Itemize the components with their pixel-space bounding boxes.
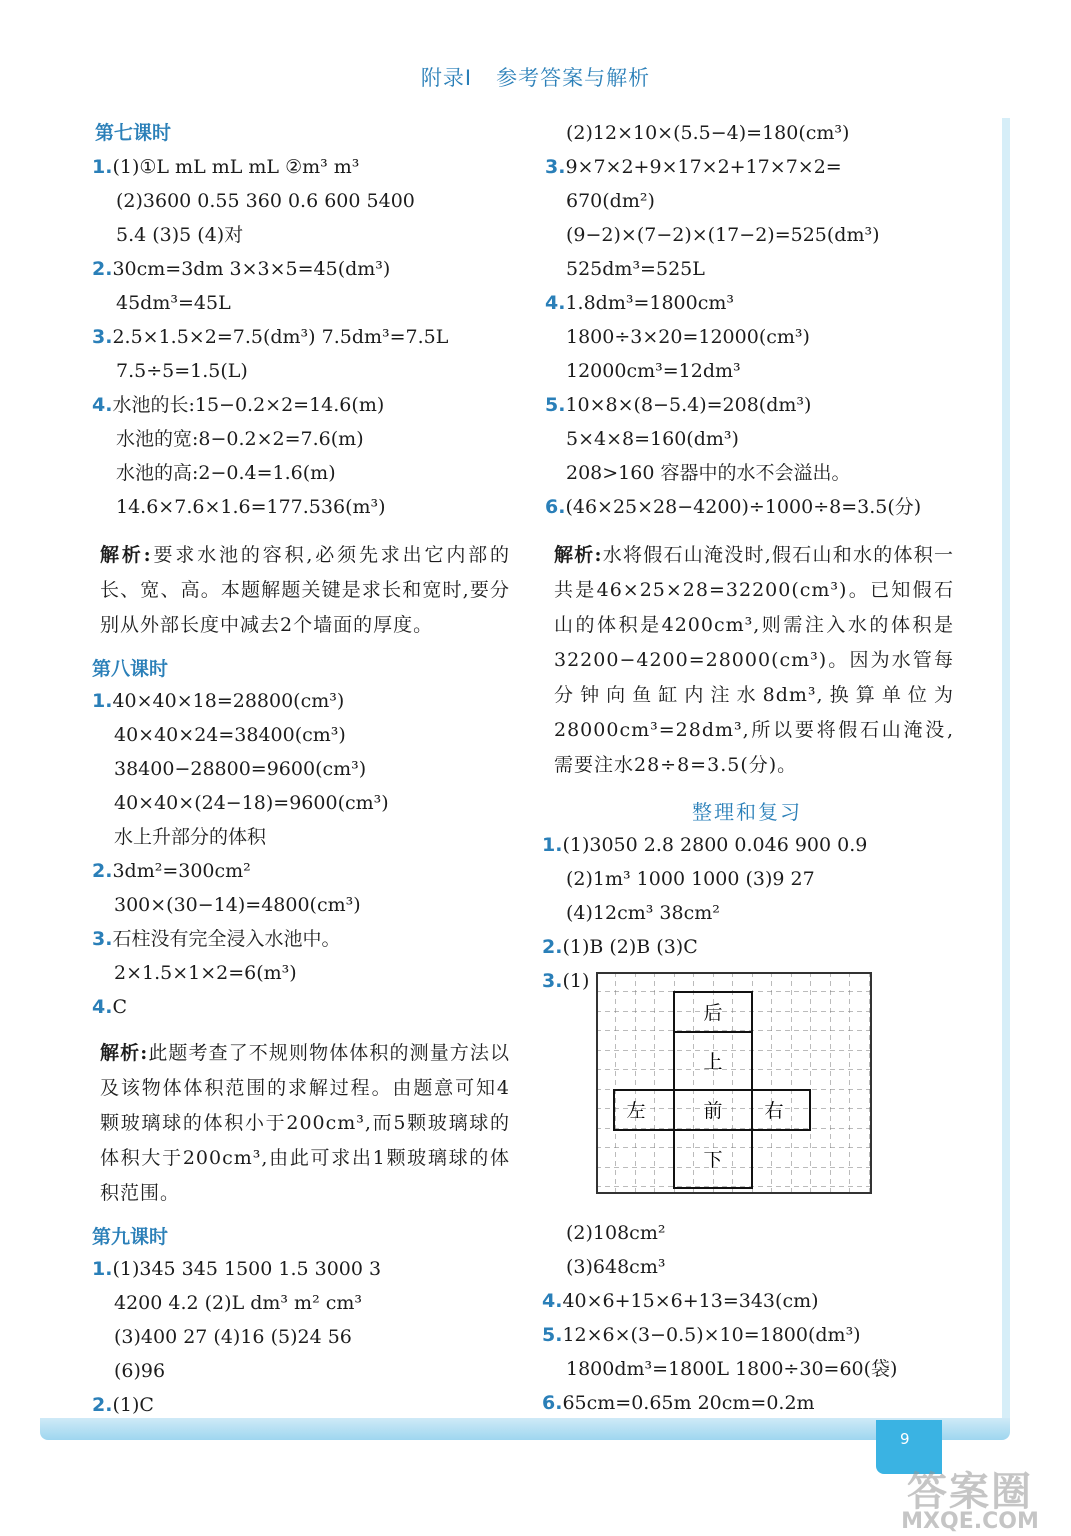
answer-line: (2)3600 0.55 360 0.6 600 5400 [116, 190, 415, 212]
answer-line: 1800dm³=1800L 1800÷30=60(袋) [566, 1358, 898, 1380]
answer-line: (3)400 27 (4)16 (5)24 56 [114, 1326, 352, 1348]
answer-line: 4.40×6+15×6+13=343(cm) [542, 1290, 819, 1312]
answer-line: 14.6×7.6×1.6=177.536(m³) [116, 496, 386, 518]
answer-line: 4.C [92, 996, 127, 1018]
answer-line: 2×1.5×1×2=6(m³) [114, 962, 297, 984]
answer-line: (6)96 [114, 1360, 166, 1382]
answer-line: 5×4×8=160(dm³) [566, 428, 739, 450]
watermark-logo: 答案圈 [907, 1469, 1033, 1515]
answer-line: 水池的高:2−0.4=1.6(m) [116, 462, 336, 484]
face-left-label: 左 [626, 1100, 646, 1122]
answer-line: 40×40×24=38400(cm³) [114, 724, 346, 746]
answer-line: 4200 4.2 (2)L dm³ m² cm³ [114, 1292, 363, 1314]
answer-line: 2.(1)C [92, 1394, 154, 1416]
answer-line: 3.9×7×2+9×17×2+17×7×2= [545, 156, 842, 178]
answer-line: 6.(46×25×28−4200)÷1000÷8=3.5(分) [545, 496, 922, 518]
answer-line: (2)108cm² [566, 1222, 666, 1244]
answer-line: 45dm³=45L [116, 292, 231, 314]
answer-line: 4.水池的长:15−0.2×2=14.6(m) [92, 394, 385, 416]
face-back-label: 后 [703, 1002, 723, 1024]
answer-line: 水上升部分的体积 [114, 826, 267, 848]
answer-line: 525dm³=525L [566, 258, 705, 280]
answer-line: 5.4 (3)5 (4)对 [116, 224, 244, 246]
answer-line: 5.12×6×(3−0.5)×10=1800(dm³) [542, 1324, 861, 1346]
grid-horizontal [596, 972, 872, 1194]
header-title: 参考答案与解析 [496, 66, 651, 90]
answer-line: 40×40×(24−18)=9600(cm³) [114, 792, 389, 814]
analysis-block: 解析:水将假石山淹没时,假石山和水的体积一共是46×25×28=32200(cm³)。已知假石山的体积是4200cm³,则需注入水的体积是32200−4200=28000(cm³)。因为水管每分钟向鱼缸内注水8dm³,换算单位为28000cm³=28dm³,所以要将假石山淹没,需要注水28÷8=3.5(分)。 [554, 544, 954, 776]
answer-line: 38400−28800=9600(cm³) [114, 758, 367, 780]
cube-net-svg [596, 972, 872, 1194]
answer-line: 2.(1)B (2)B (3)C [542, 936, 698, 958]
page-number: 9 [900, 1430, 910, 1448]
answer-line: (2)12×10×(5.5−4)=180(cm³) [566, 122, 850, 144]
face-right-label: 右 [764, 1100, 784, 1122]
answer-line: 6.65cm=0.65m 20cm=0.2m [542, 1392, 815, 1414]
analysis-block: 解析:要求水池的容积,必须先求出它内部的长、宽、高。本题解题关键是求长和宽时,要分别从外部长度中减去2个墙面的厚度。 [100, 544, 511, 636]
face-front-label: 前 [703, 1100, 723, 1122]
answer-line: (9−2)×(7−2)×(17−2)=525(dm³) [566, 224, 880, 246]
answer-line: 3.(1) [542, 970, 590, 992]
answer-line: (3)648cm³ [566, 1256, 666, 1278]
answer-line: 2.3dm²=300cm² [92, 860, 251, 882]
answer-line: 水池的宽:8−0.2×2=7.6(m) [116, 428, 364, 450]
section-lesson-9: 第九课时 [92, 1226, 169, 1248]
answer-line: 1.40×40×18=28800(cm³) [92, 690, 345, 712]
page-header [0, 62, 1071, 92]
section-review: 整理和复习 [692, 800, 802, 824]
section-lesson-7: 第七课时 [95, 122, 172, 144]
bottom-band [40, 1418, 1010, 1440]
header-appendix: 附录Ⅰ [420, 66, 473, 90]
answer-line: (4)12cm³ 38cm² [566, 902, 720, 924]
answer-line: 5.10×8×(8−5.4)=208(dm³) [545, 394, 812, 416]
face-bottom-label: 下 [703, 1149, 723, 1171]
answer-line: 3.2.5×1.5×2=7.5(dm³) 7.5dm³=7.5L [92, 326, 449, 348]
answer-line: 7.5÷5=1.5(L) [116, 360, 248, 382]
answer-line: 208>160 容器中的水不会溢出。 [566, 462, 851, 484]
watermark-url: MXQE.COM [901, 1509, 1039, 1534]
answer-line: 1800÷3×20=12000(cm³) [566, 326, 810, 348]
answer-line: 670(dm²) [566, 190, 655, 212]
answer-line: 1.(1)①L mL mL mL ②m³ m³ [92, 156, 360, 178]
analysis-block: 解析:此题考查了不规则物体体积的测量方法以及该物体体积范围的求解过程。由题意可知4颗玻璃球的体积小于200cm³,而5颗玻璃球的体积大于200cm³,由此可求出1颗玻璃球的体积范围。 [100, 1042, 510, 1204]
answer-line: 4.1.8dm³=1800cm³ [545, 292, 735, 314]
answer-line: 1.(1)3050 2.8 2800 0.046 900 0.9 [542, 834, 868, 856]
side-stripe [1002, 118, 1010, 1418]
section-lesson-8: 第八课时 [92, 658, 169, 680]
watermark [880, 1460, 1060, 1534]
answer-line: 3.石柱没有完全浸入水池中。 [92, 928, 341, 950]
cube-net-diagram [596, 972, 872, 1198]
answer-line: (2)1m³ 1000 1000 (3)9 27 [566, 868, 815, 890]
face-top-label: 上 [703, 1051, 723, 1073]
answer-line: 1.(1)345 345 1500 1.5 3000 3 [92, 1258, 382, 1280]
answer-line: 2.30cm=3dm 3×3×5=45(dm³) [92, 258, 391, 280]
answer-line: 300×(30−14)=4800(cm³) [114, 894, 361, 916]
answer-line: 12000cm³=12dm³ [566, 360, 741, 382]
